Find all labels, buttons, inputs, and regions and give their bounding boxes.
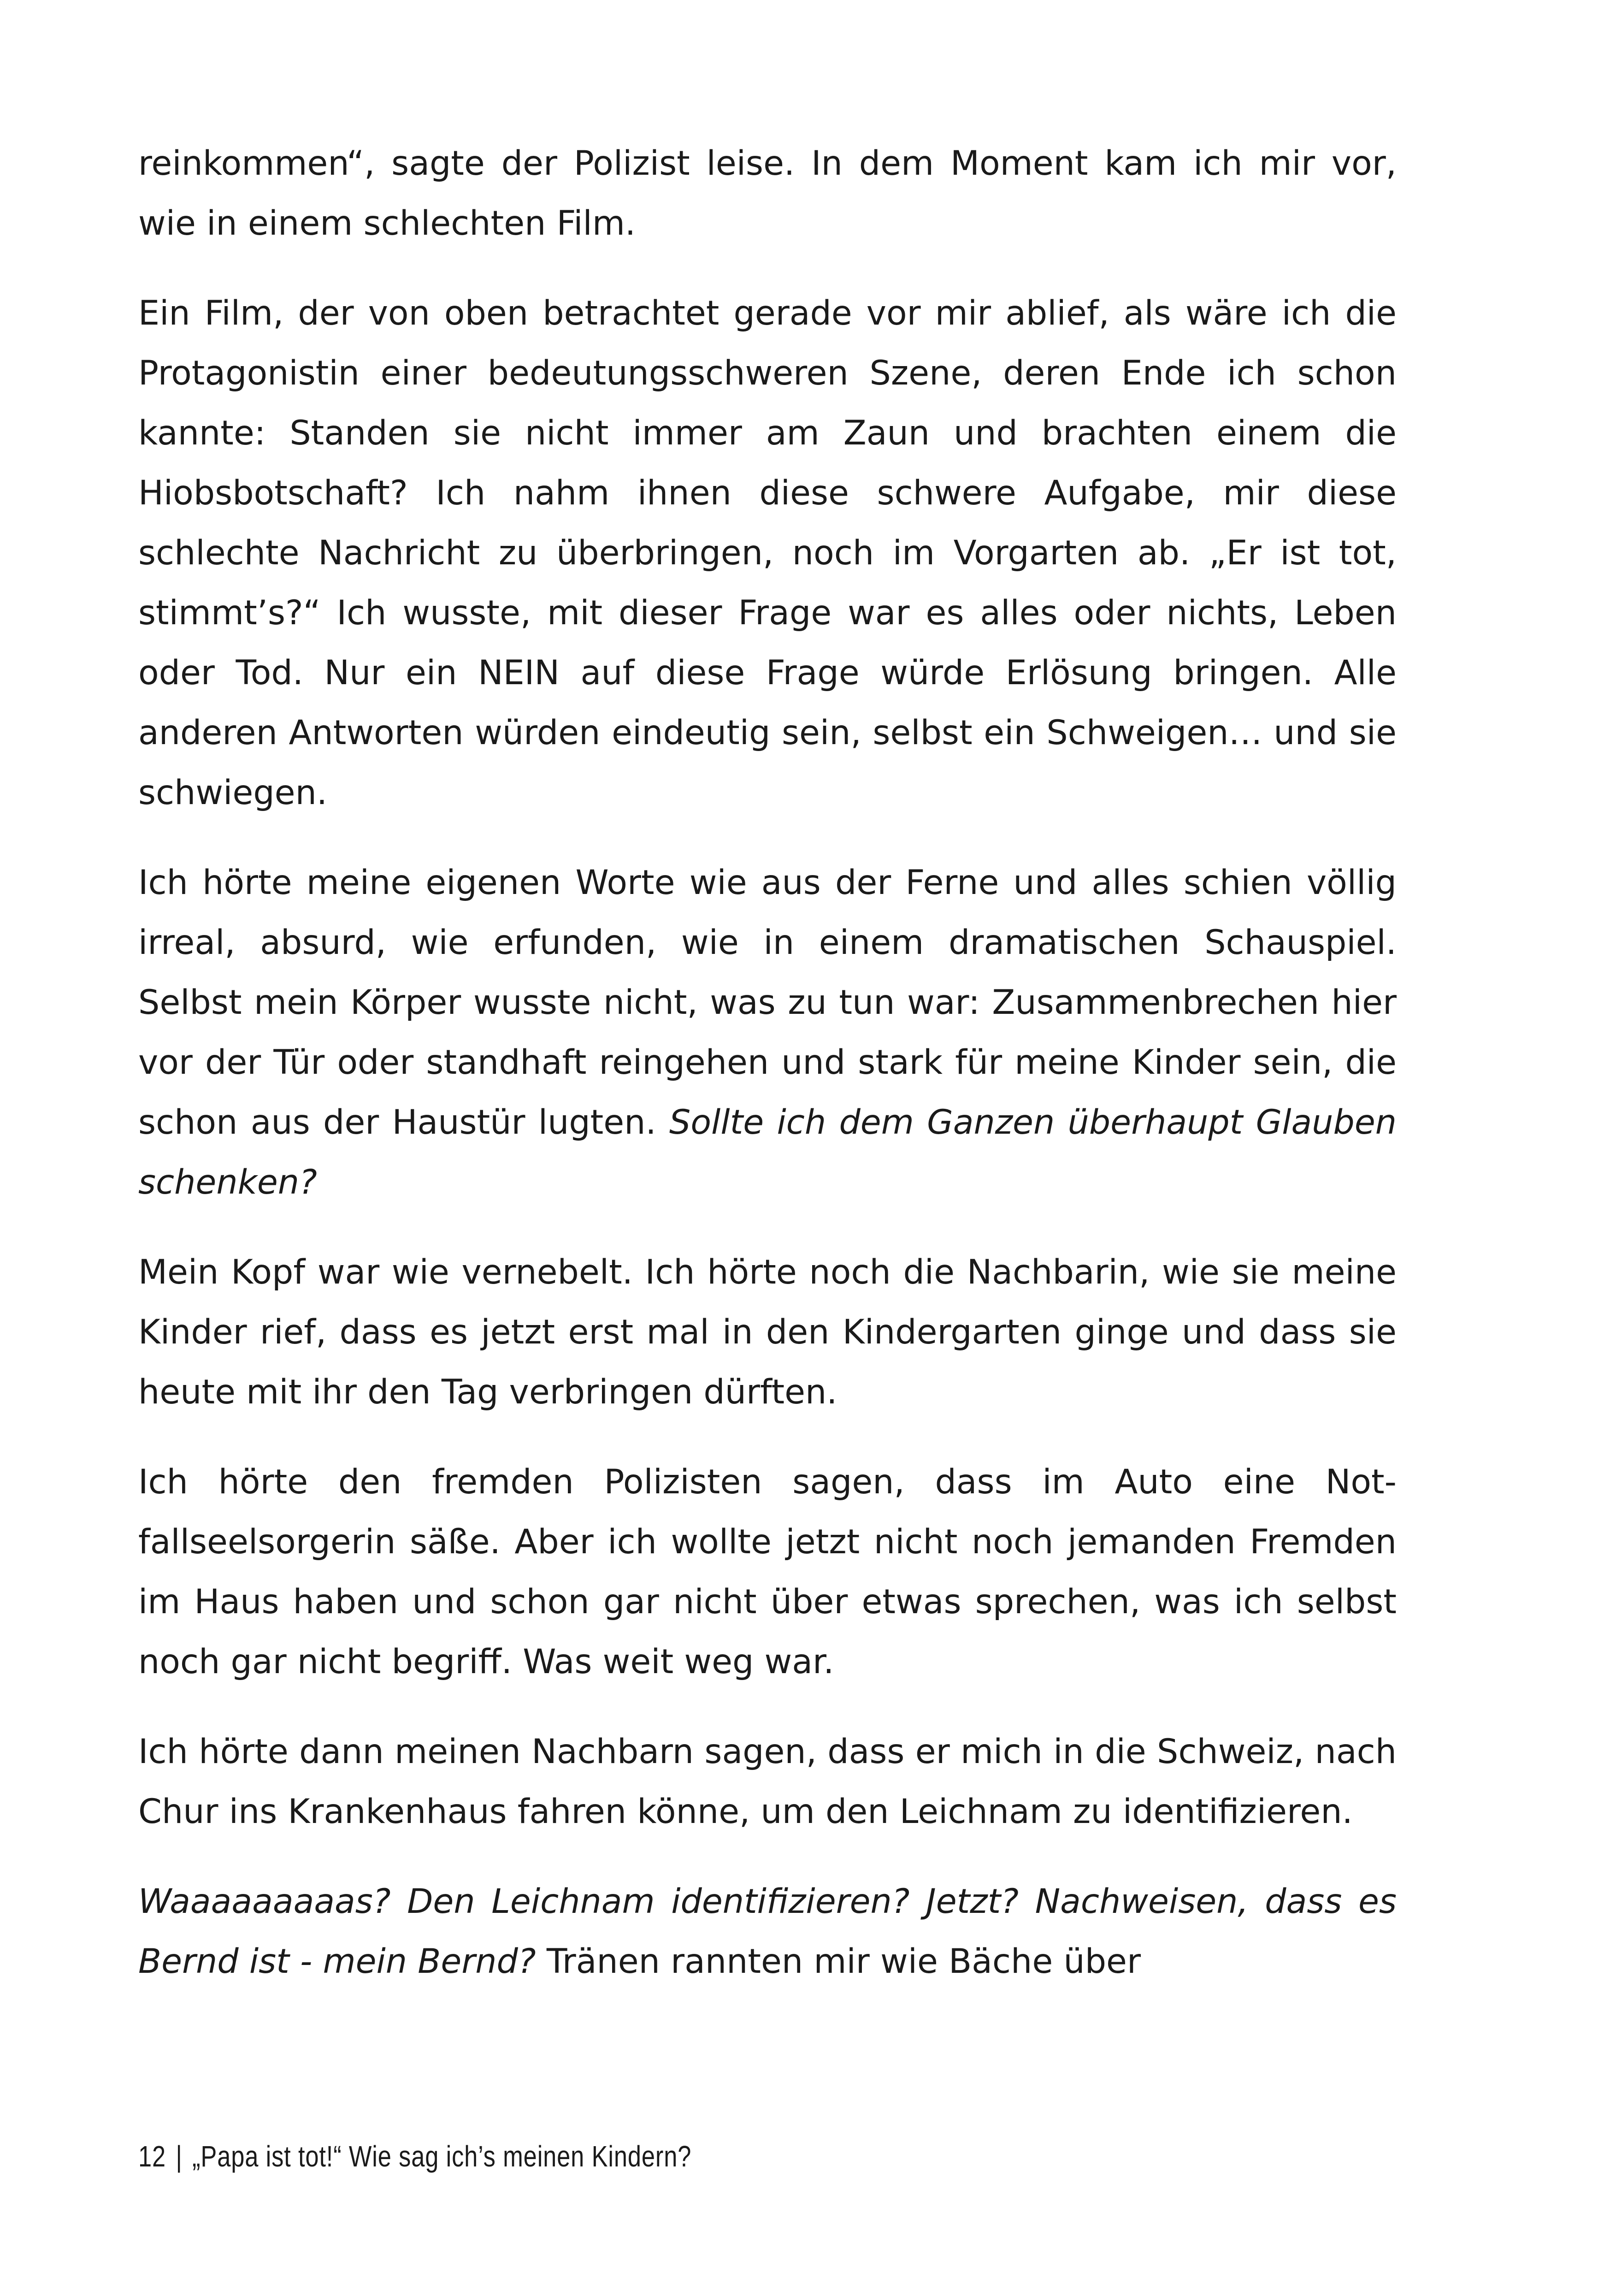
paragraph-7	[138, 1872, 1397, 1992]
body-text	[138, 134, 1397, 1992]
paragraph-7-text: Tränen rannten mir wie Bäche über	[536, 1942, 1141, 1981]
paragraph-3	[138, 853, 1397, 1213]
footer-separator: |	[176, 2140, 183, 2173]
paragraph-4: Mein Kopf war wie vernebelt. Ich hörte noch die Nachbarin, wie sie meine Kinder rief, dass es jetzt erst mal in den Kindergarten ginge und dass sie heute mit ihr den Tag verbringen dürften.	[138, 1253, 1397, 1412]
paragraph-7-italic: Waaaaaaaaas? Den Leichnam identifizieren? Jetzt? Nachweisen, dass es Bernd ist - mein Bernd?	[138, 1882, 1397, 1981]
paragraph-5: Ich hörte den fremden Polizisten sagen, dass im Auto eine Notfallseelsorgerin säße. Aber ich wollte jetzt nicht noch jemanden Fremden im Haus haben und schon gar nicht über etwas sprechen, was ich selbst noch gar nicht begriff. Was weit weg war.	[138, 1462, 1397, 1681]
page-number: 12	[138, 2140, 166, 2173]
paragraph-6: Ich hörte dann meinen Nachbarn sagen, dass er mich in die Schweiz, nach Chur ins Krankenhaus fahren könne, um den Leichnam zu identifizieren.	[138, 1732, 1397, 1831]
book-title: „Papa ist tot!“ Wie sag ich’s meinen Kindern?	[192, 2140, 692, 2173]
paragraph-2: Ein Film, der von oben betrachtet gerade vor mir ablief, als wäre ich die Protagonistin einer bedeutungsschweren Szene, deren Ende ich schon kannte: Standen sie nicht immer am Zaun und brachten einem die Hiobsbotschaft? Ich nahm ihnen diese schwere Aufgabe, mir diese schlechte Nachricht zu überbringen, noch im Vorgarten ab. „Er ist tot, stimmt’s?“ Ich wusste, mit dieser Frage war es alles oder nichts, Leben oder Tod. Nur ein NEIN auf diese Frage würde Erlösung bringen. Alle anderen Antworten würden eindeutig sein, selbst ein Schweigen… und sie schwiegen.	[138, 294, 1397, 812]
page-footer	[138, 2139, 691, 2173]
paragraph-3-text: Ich hörte meine eigenen Worte wie aus der Ferne und alles schien völlig irreal, absurd, wie erfunden, wie in einem dramatischen Schauspiel. Selbst mein Körper wusste nicht, was zu tun war: Zusammenbrechen hier vor der Tür oder standhaft reingehen und stark für meine Kinder sein, die schon aus der Haustür lugten.	[138, 863, 1397, 1142]
paragraph-3-italic: Sollte ich dem Ganzen überhaupt Glauben schenken?	[138, 1103, 1397, 1202]
paragraph-1: reinkommen“, sagte der Polizist leise. In dem Moment kam ich mir vor, wie in einem schlechten Film.	[138, 144, 1397, 243]
